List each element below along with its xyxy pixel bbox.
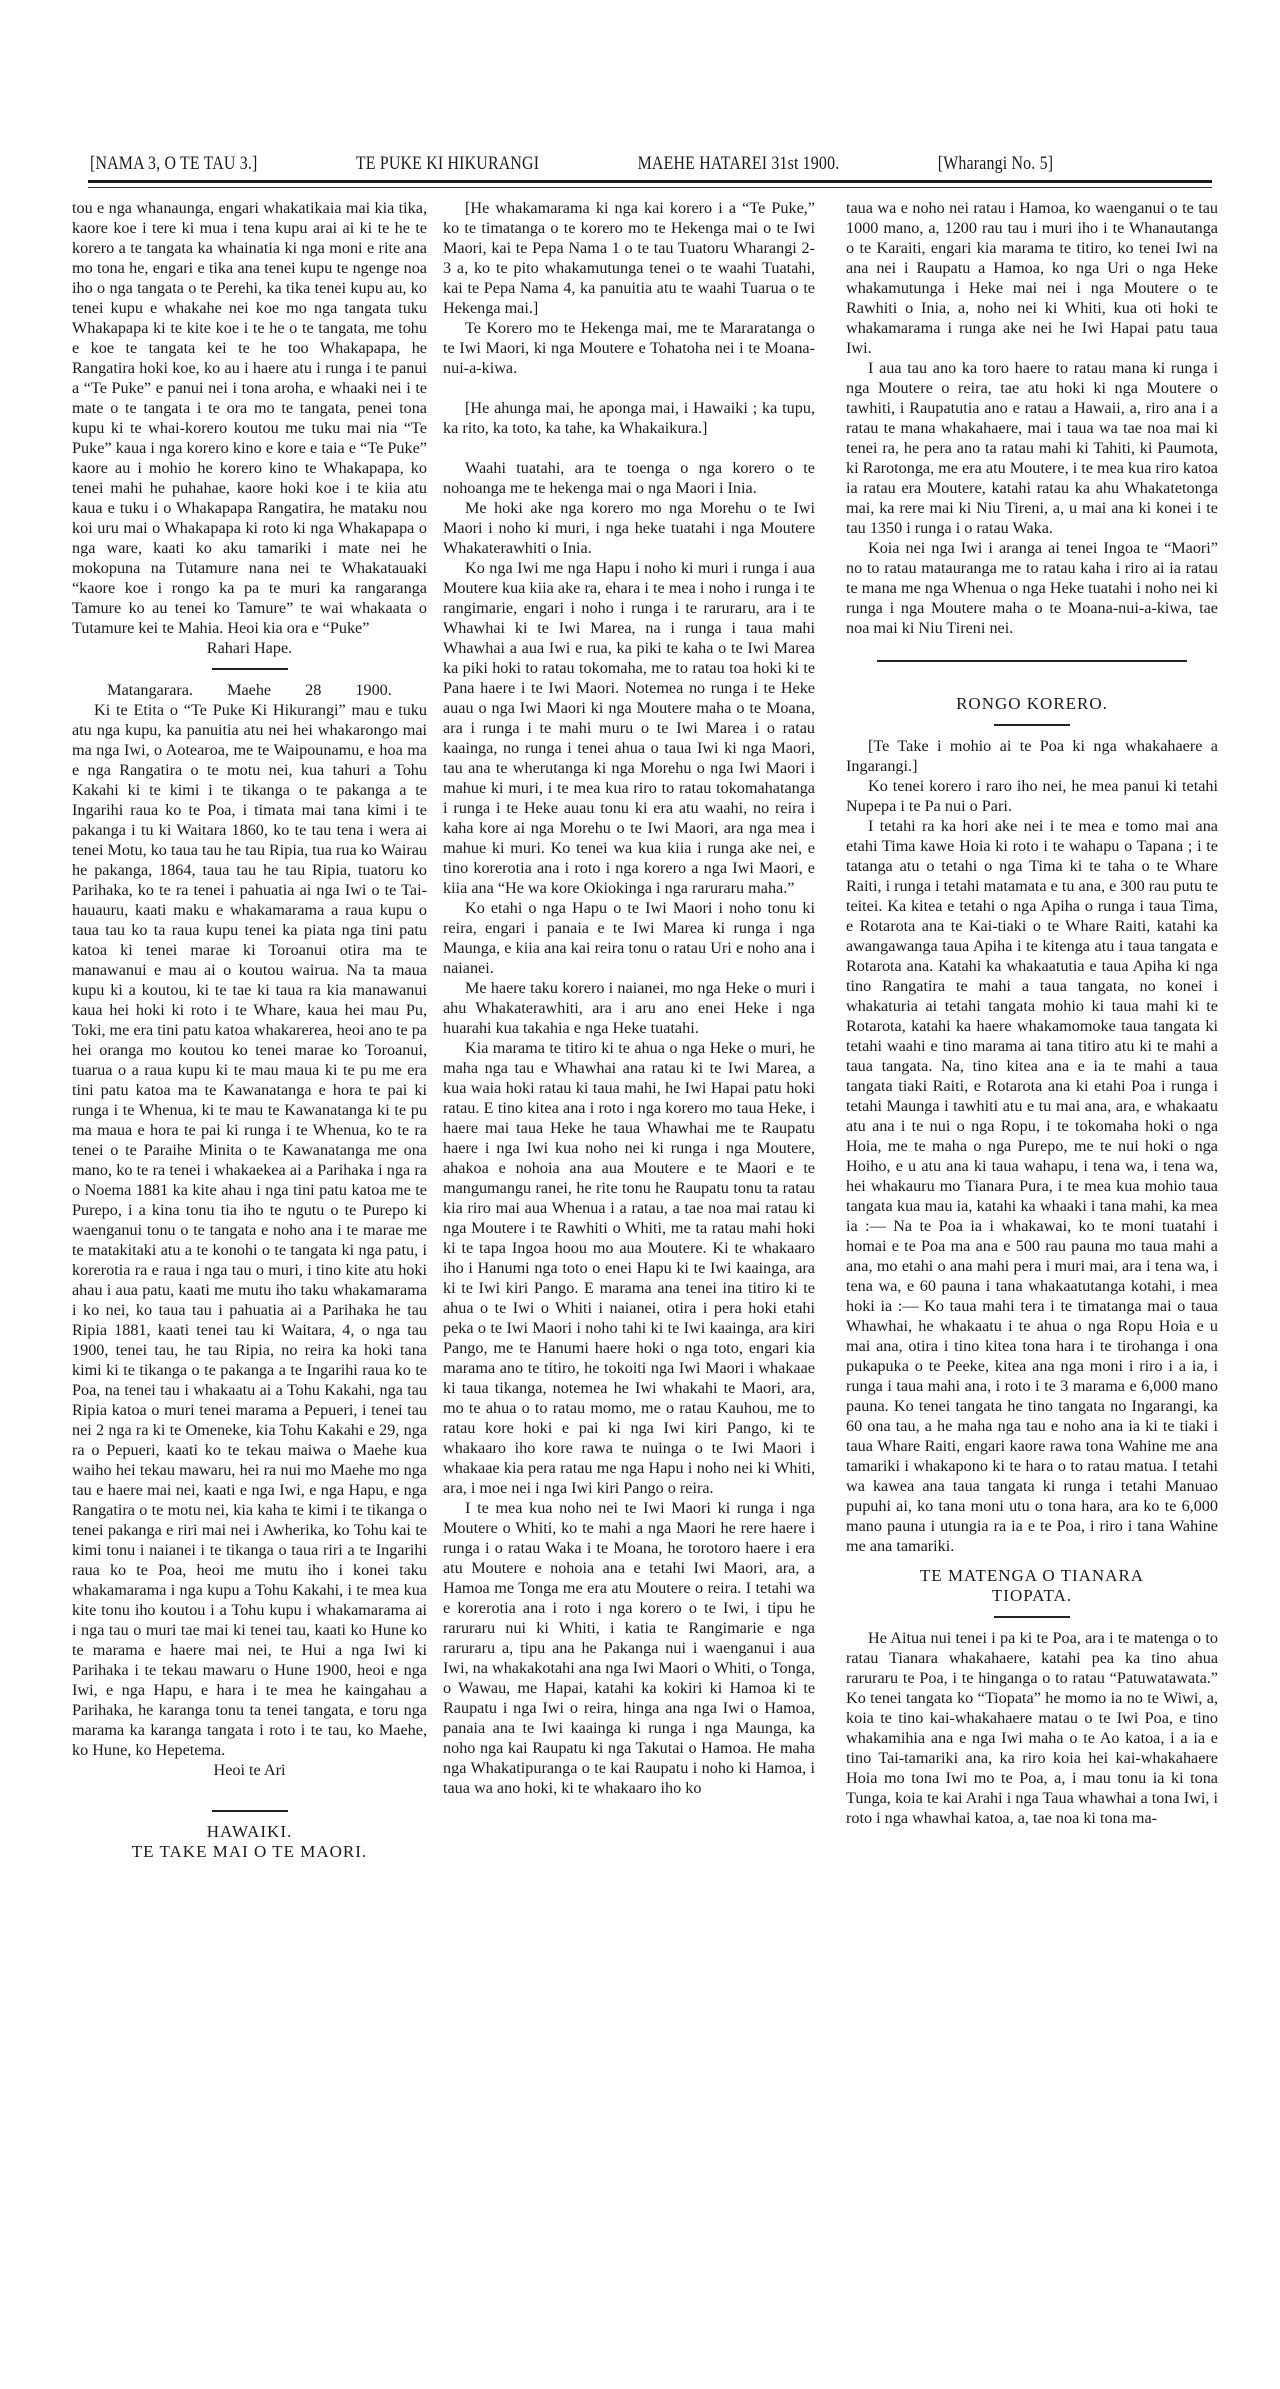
divider (994, 1616, 1070, 1618)
paragraph: He Aitua nui tenei i pa ki te Poa, ara i te matenga o to ratau Tianara whakahaere, katahi pea ka tino ahua raruraru te Poa, i te hinganga o to ratau “Patuwatawata.” Ko tenei tangata ko “Tiopata” he momo ia no te Wiwi, a, koia te tino kai-whakahaere matau o te Iwi Poa, e tino whakamihia ana e nga Iwi maha o te Ao katoa, i a ia e tino Tai-tamariki ana, ka riro koia hei kai-whakahaere Hoia mo tona Iwi mo te Poa, a, i mau tonu ia ki tona Tunga, koia te kai Arahi i nga Taua whawhai a tona Iwi, i roto i nga whawhai katoa, a, tae noa ki tona ma- (846, 1629, 1218, 1827)
paragraph: Ko etahi o nga Hapu o te Iwi Maori i noho tonu ki reira, engari i panaia e te Iwi Marea ki runga i nga Maunga, e kiia ana kai reira tonu o ratau Uri e noho ana i naianei. (443, 899, 815, 977)
section-title-tiopata-line1: TE MATENGA O TIANARA (919, 1566, 1145, 1585)
page-number: [Wharangi No. 5] (937, 154, 1054, 174)
letter-2-dateline (72, 680, 427, 700)
letter-2-date: Maehe 28 1900. (227, 681, 392, 699)
column-2 (443, 198, 815, 1798)
paragraph: I tetahi ra ka hori ake nei i te mea e tomo mai ana etahi Tima kawe Hoia ki roto i te wahapu o Tapana ; i te tatanga atu o tetahi o nga Tima ki te taha o te Whare Raiti, i runga i tetahi matamata e tu ana, e 300 rau putu te teitei. Ka kitea e tetahi o nga Apiha o runga i taua Tima, e Rotarota ana te Kai-tiaki o te Whare Raiti, katahi ka awangawanga taua Apiha i te kitenga atu i taua tangata e Rotarota ana. Katahi ka whakaatutia e taua Apiha ki nga tino Rangatira te mahi a taua tangata, no konei i whakaturia ai tetahi tangata mohio ki taua mahi ki te Rotarota, katahi ka haere whakamomoke taua tangata ki tetahi waahi e tino marama ai tana titiro atu ki te mahi a taua tangata. Na, tino kitea ana e ia te mahi a taua tangata tiaki Raiti, e Rotarota ana ki etahi Poa i runga i tetahi Maunga i tawhiti atu e tu mai ana, ara, e whakaatu atu ana i te nui o nga Ropu, i te tokomaha hoki o nga Hoia, me te maha o nga Purepo, me te nui hoki o nga Hoiho, e u atu ana ki taua wahapu, i tena wa, i tena wa, hei whakauru mo Tianara Pura, i te mea kua mohio taua tangata kua mau ia, katahi ka whaaki i tana mahi, ka mea ia :— Na te Poa ia i whakawai, ko te moni tuatahi i homai e te Poa ma ana e 500 rau pauna mo taua mahi a ana, mo etahi o ana mahi pera i muri mai, ara i tena wa, i tena wa, e 60 pauna i tana whakaatutanga kotahi, i mea hoki ia :— Ko taua mahi tera i te timatanga mai o taua Whawhai, he whakaatu i te ahua o nga Ropu Hoia e u mai ana, otira i tino kitea tona hara i te tirohanga i ona pukapuka o te Peeke, kitea ana nga moni i riro i a ia, i runga i taua mahi ana, i roto i te 3 marama e 6,000 mano pauna. Ko tenei tangata he tino tangata no Ingarangi, ka 60 ona tau, a he maha nga tau e noho ana ia ki te tiaki i taua Whare Raiti, engari kaore rawa tona Wahine me ana tamariki i whakapono ki te hara o to ratau matua. I tetahi wa kawea ana taua tangata ki runga i tetahi Manuao pupuhi ai, ko tana moni utu o tona hara, ara ko te 6,000 mano pauna i utungia ra ia e te Poa, i riro i tana Wahine me ana tamariki. (846, 817, 1218, 1555)
intro-note: [He whakamarama ki nga kai korero i a “Te Puke,” ko te timatanga o te korero mo te Hekenga mai o te Iwi Maori, kai te Pepa Nama 1 o te tau Tuatoru Wharangi 2-3 a, ko te pito whakamutunga tenei o te waahi Tuatahi, kai te Pepa Nama 4, ka panuitia atu te waahi Tuarua o te Hekenga mai.] (443, 199, 815, 317)
masthead (90, 154, 1053, 176)
letter-1-body: tou e nga whanaunga, engari whakatikaia mai kia tika, kaore koe i tere ki mua i tena kupu arai ai ki te he te korero a te tangata ka whainatia ki nga moni e rite ana mo tona he, engari e tika ana tenei kupu te ngenge noa iho o nga tangata o te Perehi, ka tika tenei kupu au, ko tenei kupu e whakahe nei koe mo nga tangata tuku Whakapapa ki te kite koe i te he o te tangata, me tohu e koe te tangata kei te he too Whakapapa, he Rangatira hoki koe, ko au i haere atu i runga i te panui a “Te Puke” e panui nei i tona aroha, e whaaki nei i te mate o te tangata i te ora mo te tangata, penei tona kupu ki te whai-korero koutou me tuku mai nia “Te Puke” kaua i nga korero kino e kore e taia e “Te Puke” kaore au i mohio he korero kino te Whakapapa, ko tenei mahi he puhahae, kaore hoki koe i te kiia atu kaua e tuku i o Whakapapa Rangatira, he mataku nou koi uru mai o Whakapapa ki roto ki nga Whakapapa o nga ware, kaati ko aku tamariki i mate nei he mokopuna na Tutamure nana nei te Whakatauaki “kaore koe i rongo ka pa te muri ka rangaranga Tamure ko au tenei ko Tamure” te wai whakaata o Tutamure kei te Mahia. Heoi kia ora e “Puke” (72, 199, 427, 637)
section-title-tiopata-line2: TIOPATA. (991, 1586, 1073, 1605)
paragraph: Waahi tuatahi, ara te toenga o nga korero o te nohoanga me te hekenga mai o nga Maori i Inia. (443, 459, 815, 497)
letter-2-body: Ki te Etita o “Te Puke Ki Hikurangi” mau e tuku atu nga kupu, ka panuitia atu nei hei whakarongo mai ma nga Iwi, o Aotearoa, me te Waipounamu, e hoa ma e nga Rangatira o te motu nei, kua tahuri a Tohu Kakahi ki te kimi i te tikanga o te pakanga a te Ingarihi raua ko te Poa, i timata mai tana kimi i te pakanga i tu ki Waitara 1860, ko te tau tena i wera ai tenei Motu, ko taua tau he tau Ripia, tua rua ko Wairau he pakanga, 1864, taua tau he tau Ripia, tuatoru ko Parihaka, ko te ra tenei i pahuatia ai nga Iwi o te Tai-hauauru, kaati maku e whakamarama a raua kupu o taua tau ko ta raua kupu tenei ka piata nga tini patu katoa ki tenei marae ki Toroanui otira ma te manawanui e mau ai o koutou wairua. Na ta maua kupu ki a koutou, ki te tae ki taua ra kia manawanui kaua hei hoki ki roto i te Whare, kaua hei mau Pu, Toki, me era tini patu katoa whakarerea, heoi ano te pa hei oranga mo koutou ko tenei marae ko Toroanui, tuarua o a raua kupu ki te mau maua ki te pu me era tini patu katoa ma te Kawanatanga e hora te pai ki runga i te Whenua, ki te mau te Kawanatanga ki te pu ma maua e hora te pai ki runga i te Whenua, ko te ra tenei o te Paraihe Minita o te Kawanatanga me ona mano, ko te ra tenei i whakaekea ai a Parihaka i nga ra o Noema 1881 ka kite ahau i nga tini patu katoa me te Purepo, i a kina tonu tia iho te ngutu o te Purepo ki waenganui tonu o te tangata e noho ana i te marae me te matakitaki atu a te konohi o te tangata ki nga patu, i korerotia ra e raua i nga tau o muri, i tino kite atu hoki ahau i aua patu, kaati me mutu iho taku whakamarama i ko nei, ko taua tau i pahuatia ai a Parihaka he tau Ripia 1881, kaati tenei tau ki Waitara, 4, o nga tau 1900, tenei tau, he tau Ripia, no reira ka hoki tana kimi ki te tikanga o te pakanga a te Ingarihi raua ko te Poa, na tenei tau i whakaatu ai a Tohu Kakahi, nga tau Ripia katoa o muri tenei marama a Pepueri, i tenei tau nei 2 nga ra ki te Omeneke, kia Tohu Kakahi e 29, nga ra o Pepueri, kaati ko te tekau maiwa o Maehe kua waiho hei tekau mawaru, hei ra nui mo Maehe mo nga tau e haere mai nei, kaati e nga Iwi, e nga Hapu, e nga Rangatira o te motu nei, kia kaha te kimi i te tikanga o tenei pakanga e riri mai nei i Awherika, ko Tohu kai te kimi tonu i naianei i te tikanga o taua riri a te Ingarihi raua ko te Poa, heoi me mutu iho i konei taku whakamarama i nga kupu a Tohu Kakahi, i te mea kua kite tonu iho koutou i a Tohu kupu i whakamarama ai i nga tau o muri tae mai ki tenei tau, kaati ko Hune ko te marama e haere mai nei, te Hui a nga Iwi ki Parihaka i te tekau mawaru o Hune 1900, heoi e nga Iwi, e nga Hapu, e hara i te mea he kaingahau a Parihaka, he karanga tonu ta tenei tangata, e toru nga marama ka karanga tangata i roto i te tau, ko Maehe, ko Hune, ko Hepetema. (72, 701, 427, 1759)
paragraph: Koia nei nga Iwi i aranga ai tenei Ingoa te “Maori” no to ratau matauranga me to ratau kaha i riro ai ia ratau te mana me nga Whenua o nga Heke tuatahi i noho nei ki runga i nga Moutere maha o te Moana-nui-a-kiwa, tae noa mai ki Niu Tireni nei. (846, 539, 1218, 637)
section-subtitle: TE TAKE MAI O TE MAORI. (131, 1842, 368, 1861)
letter-1-signature: Rahari Hape. (206, 639, 293, 657)
divider (212, 1810, 288, 1812)
issue-date: MAEHE HATAREI 31st 1900. (637, 154, 840, 174)
paragraph: Me hoki ake nga korero mo nga Morehu o te Iwi Maori i noho ki muri, i nga heke tuatahi i nga Moutere Whakaterawhiti o Inia. (443, 499, 815, 557)
masthead-rule-thick (88, 180, 1212, 183)
paragraph: Ko tenei korero i raro iho nei, he mea panui ki tetahi Nupepa i te Pa nui o Pari. (846, 777, 1218, 815)
issue-number: [NAMA 3, O TE TAU 3.] (90, 154, 258, 174)
paragraph: Ko nga Iwi me nga Hapu i noho ki muri i runga i aua Moutere kua kiia ake ra, ehara i te mea i noho i runga i te rangimarie, engari i noho i runga i te raruraru, ara i te Whawhai ki te Iwi Marea, na i runga i taua mahi Whawhai a aua Iwi e rua, ka piki te kaha o te Iwi Marea ka piki hoki to ratau tokomaha, me to ratau toa hoki ki te Pana haere i te Iwi Maori. Notemea no runga i te Heke auau o nga Iwi Maori ki nga Moutere maha o te Moana, ara i runga i te mahi muru o te Iwi Marea i o ratau kaainga, no runga i tenei ahua o taua Iwi ki nga Maori, tau ana te wherutanga ki nga Morehu o nga Iwi Maori i mahue ki muri, i te mea kua riro to ratau tokomahatanga i runga i te Heke auau tonu ki era atu waahi, no reira i kaha kore ai nga Morehu o te Iwi Maori, ara nga mea i mahue ki muri. Ko tenei wa kua kiia i runga ake nei, e tino korerotia ana i roto i nga korero a nga Iwi Maori, e kiia ana “He wa kore Okiokinga i nga raruraru maha.” (443, 559, 815, 897)
newspaper-title: TE PUKE KI HIKURANGI (355, 154, 540, 174)
column-1 (72, 198, 427, 1862)
paragraph: taua wa e noho nei ratau i Hamoa, ko waenganui o te tau 1000 mano, a, 1200 rau tau i muri iho i te Whanautanga o te Karaiti, engari kia marama te titiro, ko tenei Iwi na ana nei i Raupatu a Hamoa, ko nga Uri o nga Heke whakamutunga i Heke mai nei i nga Moutere o te Rawhiti o Inia, a, noho nei ki Whiti, kua oti hoki te whakamarama i runga ake nei he Iwi Hapai patu taua Iwi. (846, 199, 1218, 357)
column-3 (846, 198, 1218, 1828)
rongo-note: [Te Take i mohio ai te Poa ki nga whakahaere a Ingarangi.] (846, 737, 1218, 775)
paragraph: I te mea kua noho nei te Iwi Maori ki runga i nga Moutere o Whiti, ko te mahi a nga Maori he rere haere i runga i o ratau Waka i te Moana, he torotoro haere i era atu Moutere e nohoia ana e tetahi Iwi Maori, ara, a Hamoa me Tonga me era atu Moutere o reira. I tetahi wa e korerotia ana i roto i nga korero o te Iwi, i tipu he raruraru nui ki Whiti, i katia te Rangimarie e nga raruraru a, tipu ana he Pakanga nui i waenganui i aua Iwi, na whakakotahi ana nga Iwi Maori o Whiti, o Tonga, o Wawau, me Hapai, katahi ka kokiri ki Hamoa ki te Raupatu i nga Iwi o reira, hinga ana nga Iwi o Hamoa, panaia ana te Iwi kaainga ki runga i nga Maunga, ka noho nga kai Raupatu ki nga Takutai o Hamoa. He maha nga Whakatipuranga o te kai Raupatu i noho ki Hamoa, i taua wa ano hoki, ki te whakaaro iho ko (443, 1499, 815, 1797)
letter-2-place: Matangarara. (107, 681, 194, 699)
divider (994, 724, 1070, 726)
epigraph: [He ahunga mai, he aponga mai, i Hawaiki ; ka tupu, ka rito, ka toto, ka tahe, ka Whakaikura.] (443, 399, 815, 437)
divider (212, 668, 288, 670)
paragraph: Kia marama te titiro ki te ahua o nga Heke o muri, he maha nga tau e Whawhai ana ratau ki te Iwi Marea, a kua waia hoki ratau ki taua mahi, he Iwi Hapai patu hoki ratau. E tino kitea ana i roto i nga korero mo taua Heke, i haere mai taua Heke he taua Whawhai me te Raupatu haere i nga Iwi kua noho nei ki runga i nga Moutere, ahakoa e nohoia ana aua Moutere e te Maori e te mangumangu ranei, he rite tonu he Raupatu tonu ta ratau kia riro mai aua Whenua i a ratau, a tae noa mai ratau ki nga Moutere i te Rawhiti o Whiti, me ta ratau mahi hoki ki te tapa Ingoa hoou mo aua Moutere. Ki te whakaaro iho i Hanumi nga toto o enei Hapu ki te Iwi kaainga, ara ki te Iwi kiri Pango. E marama ana tenei ina titiro ki te ahua o te Iwi o Whiti i naianei, otira i pera hoki etahi peka o te Iwi Maori i noho tahi ki te Iwi kaainga, ara kiri Pango, me te Hanumi haere hoki o nga toto, engari kia marama ano te titiro, he tokoiti nga Iwi Maori i whakaae ki taua tikanga, notemea he Iwi whakahi te Maori, ara, mo te ahua o to ratau momo, me o ratau Kauhou, me to ratau kore hoki e pai ki nga Iwi kiri Pango, ki te whakaaro iho kore rawa te nuinga o te Iwi Maori i whakaae kia pera ratau me nga Hapu i noho nei ki Whiti, ara, i moe nei i nga Iwi kiri Pango o reira. (443, 1039, 815, 1497)
masthead-rule-thin (88, 187, 1212, 188)
paragraph: Me haere taku korero i naianei, mo nga Heke o muri i ahu Whakaterawhiti, ara i aru ano enei Heke i nga huarahi kua takahia e nga Heke tuatahi. (443, 979, 815, 1037)
article-heading: Te Korero mo te Hekenga mai, me te Mararatanga o te Iwi Maori, ki nga Moutere e Tohatoha nei i te Moana-nui-a-kiwa. (443, 319, 815, 377)
section-divider (877, 660, 1187, 662)
letter-2-signature: Heoi te Ari (213, 1761, 286, 1779)
section-title-hawaiki: HAWAIKI. (206, 1822, 293, 1841)
paragraph: I aua tau ano ka toro haere to ratau mana ki runga i nga Moutere o reira, tae atu hoki ki nga Moutere o tawhiti, i Raupatutia ano e ratau a Hawaii, a, riro ana i a ratau te mana whakahaere, mai i taua wa tae noa mai ki tenei ra, he pera ano ta ratau mahi ki Tahiti, ki Paumota, ki Rarotonga, me era atu Moutere, i te mea kua riro katoa ia ratau era Moutere, katahi ratau ka ahu Whakatetonga mai, ka rere mai ki Niu Tireni, a, u mai ana ki konei i te tau 1350 i runga i o ratau Waka. (846, 359, 1218, 537)
section-title-rongo-korero: RONGO KORERO. (956, 694, 1108, 713)
